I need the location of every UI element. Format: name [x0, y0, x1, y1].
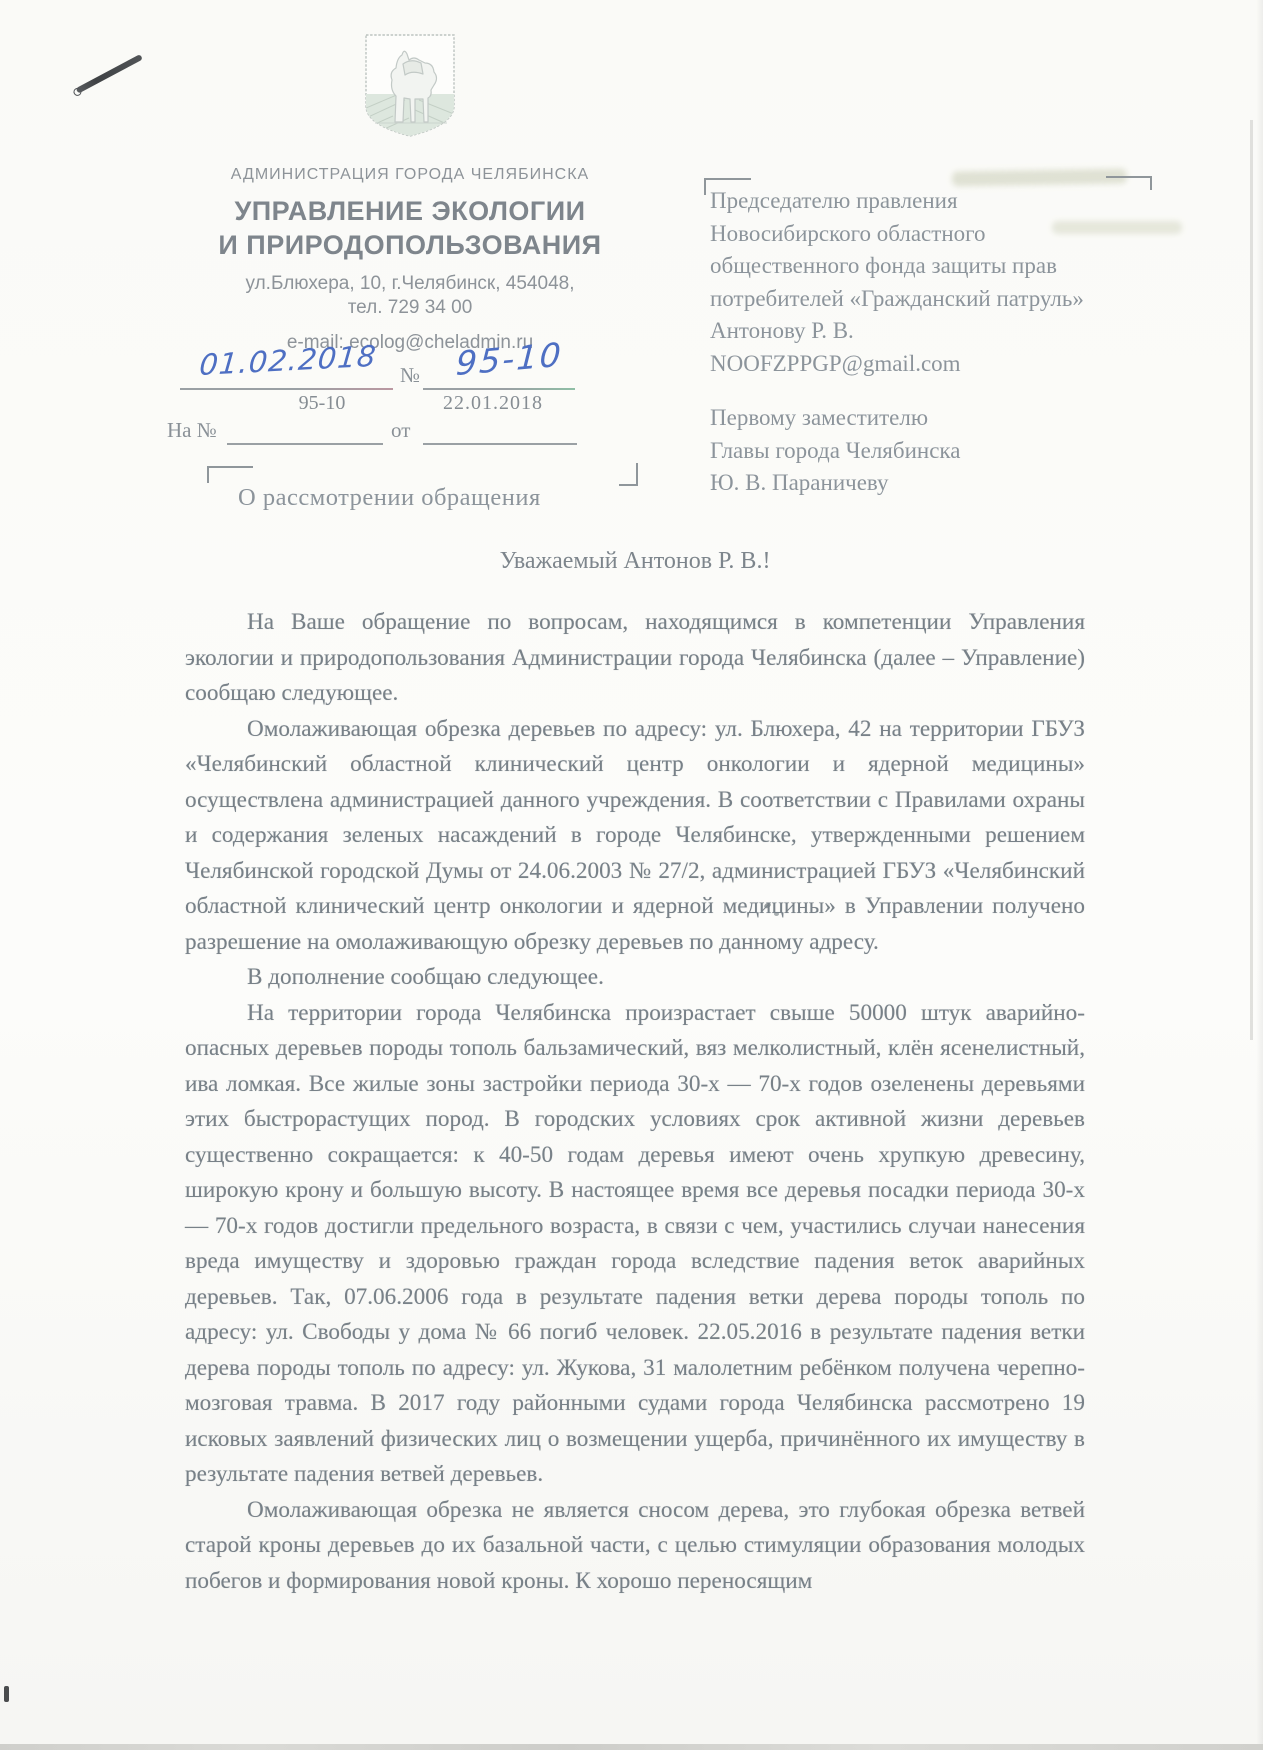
scan-edge-shadow [1256, 0, 1263, 1750]
letter-subject: О рассмотрении обращения [238, 484, 541, 511]
printed-date: 22.01.2018 [443, 392, 543, 414]
recipient-line: общественного фонда защиты прав [710, 253, 1057, 278]
corner-mark [619, 484, 638, 486]
printed-number: 95-10 [298, 392, 346, 414]
reply-to-label: На № [167, 418, 217, 442]
letter-body [185, 605, 1085, 1599]
body-paragraph: На территории города Челябинска произрастает свыше 50000 штук аварийно-опасных деревьев породы тополь бальзамический, вяз мелколистный, клён ясенелистный, ива ломкая. Все жилые зоны застройки периода 30-х — 70-х годов озеленены деревьями этих быстрорастущих пород. В городских условиях срок активной жизни деревьев существенно сокращается: к 40-50 годам деревья имеют очень хрупкую древесину, широкую крону и большую высоту. В настоящее время все деревья посадки периода 30-х — 70-х годов достигли предельного возраста, в связи с чем, участились случаи нанесения вреда имуществу и здоровью граждан города вследствие падения веток аварийных деревьев. Так, 07.06.2006 года в результате падения ветки дерева породы тополь по адресу: ул. Свободы у дома № 66 погиб человек. 22.05.2016 в результате падения ветки дерева породы тополь по адресу: ул. Жукова, 31 малолетним ребёнком получена черепно-мозговая травма. В 2017 году районными судами города Челябинска рассмотрено 19 исковых заявлений физических лиц о возмещении ущерба, причинённого их имуществу в результате падения ветвей деревьев. [185, 999, 1085, 1487]
from-label: от [391, 418, 411, 442]
corner-mark [1106, 176, 1152, 178]
letterhead [155, 30, 665, 354]
from-date-blank-line [423, 443, 577, 445]
org-address: ул.Блюхера, 10, г.Челябинск, 454048, [245, 273, 575, 294]
chelyabinsk-camel-coat-of-arms-icon [359, 30, 461, 140]
recipient-block [710, 185, 1140, 500]
recipient-secondary [710, 402, 1140, 500]
body-paragraph: Омолаживающая обрезка не является сносом дерева, это глубокая обрезка ветвей старой кроны деревьев до их базальной части, с целью стимуляции образования молодых побегов и формирования новой кроны. К хорошо переносящим [185, 1496, 1085, 1594]
date-underline [180, 388, 393, 390]
recipient-line: Ю. В. Параничеву [710, 470, 889, 495]
corner-mark [636, 463, 638, 486]
recipient-primary [710, 185, 1140, 380]
corner-mark [704, 178, 751, 180]
corner-mark [207, 466, 253, 468]
body-paragraph: На Ваше обращение по вопросам, находящимся в компетенции Управления экологии и природопользования Администрации города Челябинска (далее – Управление) сообщаю следующее. [185, 609, 1085, 706]
org-email: e-mail: ecolog@cheladmin.ru [286, 332, 534, 353]
reply-number-blank-line [227, 443, 383, 445]
org-phone: тел. 729 34 00 [347, 297, 473, 318]
recipient-line: потребителей «Гражданский патруль» [710, 285, 1084, 311]
recipient-line: Председателю правления [710, 188, 958, 213]
number-underline [423, 388, 575, 390]
corner-mark [207, 466, 209, 483]
corner-mark [704, 178, 706, 195]
recipient-email: NOOFZPPGP@gmail.com [710, 350, 961, 376]
pen-stroke-mark [76, 54, 143, 94]
scan-edge-mark [4, 1686, 9, 1702]
corner-mark [1150, 176, 1152, 190]
scan-edge-line [1250, 120, 1253, 1040]
org-parent-name: АДМИНИСТРАЦИЯ ГОРОДА ЧЕЛЯБИНСКА [230, 166, 590, 183]
body-paragraph: Омолаживающая обрезка деревьев по адресу: ул. Блюхера, 42 на территории ГБУЗ «Челябинский областной клинический центр онкологии и ядерной медицины» осуществлена администрацией данного учреждения. В соответствии с Правилами охраны и содержания зеленых насаждений в городе Челябинске, утвержденными решением Челябинской городской Думы от 24.06.2003 № 27/2, администрацией ГБУЗ «Челябинский областной клинический центр онкологии и ядерной медицины» в Управлении получено разрешение на омолаживающую обрезку деревьев по данному адресу. [185, 715, 1085, 955]
number-sign: № [400, 363, 421, 387]
recipient-line: Первому заместителю [710, 405, 929, 430]
scan-bottom-edge [0, 1744, 1263, 1750]
body-paragraph: В дополнение сообщаю следующее. [247, 964, 604, 990]
ink-bleed-smudge [952, 168, 1127, 186]
recipient-line: Новосибирского областного [710, 220, 986, 246]
recipient-line: Антонову Р. В. [710, 318, 854, 343]
recipient-line: Главы города Челябинска [710, 437, 961, 463]
salutation: Уважаемый Антонов Р. В.! [499, 548, 771, 574]
handwritten-date: 01.02.2018 [198, 338, 379, 382]
handwritten-number: 95-10 [455, 334, 564, 383]
org-name-line2: И ПРИРОДОПОЛЬЗОВАНИЯ [218, 230, 602, 260]
org-name-line1: УПРАВЛЕНИЕ ЭКОЛОГИИ [234, 196, 586, 226]
